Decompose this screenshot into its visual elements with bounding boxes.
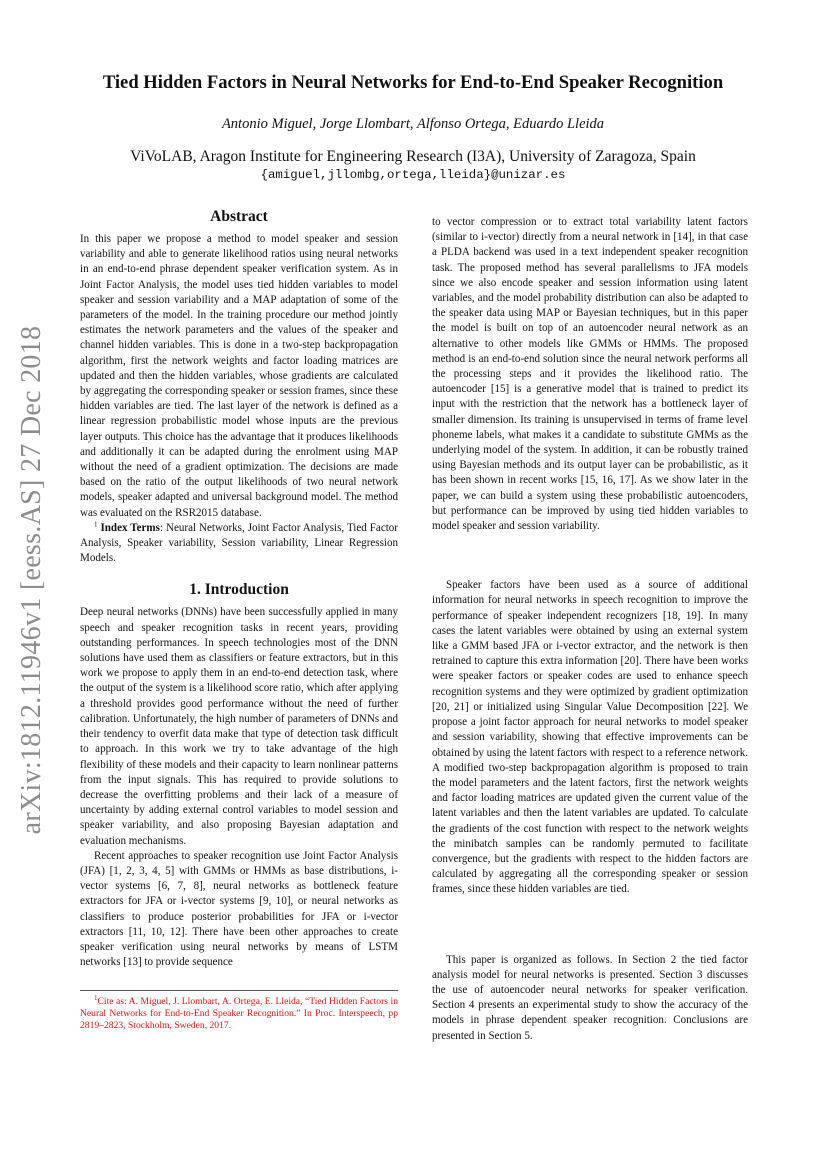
index-terms-footnote-mark: 1 [94,520,98,529]
column-gap [432,534,748,578]
abstract-text: In this paper we propose a method to model speaker and session variability and able to generate likelihood ratios using neural networks in an end-to-end phrase dependent speaker verification system. As in Joint Factor Analysis, the model uses tied hidden variables to model speaker and session variability and a MAP adaptation of some of the parameters of the model. In the training procedure our method jointly estimates the network parameters and the values of the speaker and channel hidden variables. This is done in a two-step backpropagation algorithm, first the network weights and factor loading matrices are updated and then the hidden variables, whose gradients are calculated by aggregating the corresponding speaker or session frames, since these hidden variables are tied. The last layer of the network is defined as a linear regression probabilistic model whose inputs are the previous layer outputs. This choice has the advantage that it produces likelihoods and additionally it can be adapted during the enrolment using MAP without the need of a gradient optimization. The decisions are made based on the ratio of the output likelihoods of two neural network models, speaker adapted and universal background model. The method was evaluated on the RSR2015 database. [80,233,398,519]
left-column [80,208,398,970]
arxiv-sidebar [10,320,54,840]
footnote-text [80,993,398,1032]
abstract-heading: Abstract [210,208,268,225]
intro-paragraph-2: Recent approaches to speaker recognition use Joint Factor Analysis (JFA) [1, 2, 3, 4, 5] with GMMs or HMMs as base distributions, i-vector systems [6, 7, 8], neural networks as bottleneck feature extractors for JFA or i-vector systems [9, 10], or neural networks as classifiers to produce posterior probabilities for JFA or i-vector extractors [11, 10, 12]. There have been other approaches to create speaker verification using neural networks by means of LSTM networks [13] to provide sequence [80,849,398,969]
intro-paragraph-3: Speaker factors have been used as a source of additional information for neural networks in speech recognition to improve the performance of speaker independent recognizers [18, 19]. In many cases the latent variables were obtained by using an external system like a GMM based JFA or i-vector extractor, and the network is then retrained to capture this extra information [20]. There have been works were speaker factors or speaker codes are used to enhance speech recognition systems and they were optimized by gradient optimization [20, 21] or initialized using Singular Value Decomposition [22]. We propose a joint factor approach for neural networks to model speaker and session variability, showing that effective improvements can be obtained by using the latent factors with respect to a reference network. A modified two-step backpropagation algorithm is proposed to train the model parameters and the latent factors, first the network weights and factor loading matrices are updated given the current value of the latent variables and then the latent variables are updated. To calculate the gradients of the cost function with respect to the network weights the minibatch samples can be randomly permuted to facilitate convergence, but the gradients with respect to the hidden factors are calculated by aggregating all the corresponding speaker or session frames, since these hidden variables are tied. [432,579,748,896]
intro-paragraph-4: This paper is organized as follows. In Section 2 the tied factor analysis model for neural networks is presented. Section 3 discusses the use of autoencoder neural networks for speaker verification. Section 4 presents an experimental study to show the accuracy of the models in phrase dependent speaker recognition. Conclusions are presented in Section 5. [432,953,748,1042]
intro-paragraph-1: Deep neural networks (DNNs) have been successfully applied in many speech and speaker recognition tasks in recent years, providing outstanding performances. In speech technologies most of the DNN solutions have used them as classifiers or feature extractors, but in this work we propose to apply them in an end-to-end detection task, where the output of the system is a likelihood score ratio, which after applying a threshold provides good performance without the need of further calibration. Unfortunately, the high number of parameters of DNNs and their tendency to overfit data make that type of detection task difficult to approach. In this work we try to take advantage of the high flexibility of these models and their capacity to learn nonlinear patterns from the input signals. This has required to provide solutions to decrease the overfitting problems and their lack of a measure of uncertainty by adding external control variables to model session and speaker variability, and also proposing Bayesian adaptation and evaluation mechanisms. [80,606,398,847]
arxiv-id: arXiv:1812.11946v1 [eess.AS] 27 Dec 2018 [16,325,47,835]
right-column [432,215,748,1044]
intro-paragraph-2-continued: to vector compression or to extract total variability latent factors (similar to i-vector) directly from a neural network in [14], in that case a PLDA backend was used in a text independent speaker recognition task. The proposed method has several parallelisms to JFA models since we also encode speaker and session information using latent variables, and the model probability distribution can also be adapted to the speaker data using MAP or Bayesian techniques, but in this paper the model is built on top of an autoencoder neural network as an alternative to other models like GMMs or HMMs. The proposed method is an end-to-end solution since the neural network performs all the processing steps and it provides the likelihood ratio. The autoencoder [15] is a generative model that is trained to predict its input with the restriction that the network has a bottleneck layer of smaller dimension. Its training is unsupervised in terms of frame level phoneme labels, what makes it a candidate to substitute GMMs as the underlying model of the system. In addition, it can be robustly trained using Bayesian methods and its output layer can be probabilistic, as it has been shown in recent works [15, 16, 17]. As we show later in the paper, we can build a system using these probabilistic autoencoders, but performance can be improved by using tied hidden variables to model speaker and session variability. [432,216,748,533]
column-gap [432,898,748,953]
affiliation: ViVoLAB, Aragon Institute for Engineering Research (I3A), University of Zaragoza, Spain [130,148,696,165]
email: {amiguel,jllombg,ortega,lleida}@unizar.es [260,168,566,182]
footnote-body: Cite as: A. Miguel, J. Llombart, A. Ortega, E. Lleida, “Tied Hidden Factors in Neural Networks for End-to-End Speaker Recognition.” In Proc. Interspeech, pp 2819–2823, Stockholm, Sweden, 2017. [80,996,398,1031]
index-terms [80,521,398,567]
citation-footnote [80,990,398,1032]
intro-heading: 1. Introduction [189,581,289,599]
paper-title: Tied Hidden Factors in Neural Networks for End-to-End Speaker Recognition [102,72,724,93]
authors: Antonio Miguel, Jorge Llombart, Alfonso Ortega, Eduardo Lleida [221,116,605,132]
index-terms-label: Index Terms [100,521,160,534]
index-terms-text: : Neural Networks, Joint Factor Analysis, Tied Factor Analysis, Speaker variability, Session variability, Linear Regression Models. [80,521,398,565]
footnote-mark: 1 [94,993,98,1002]
